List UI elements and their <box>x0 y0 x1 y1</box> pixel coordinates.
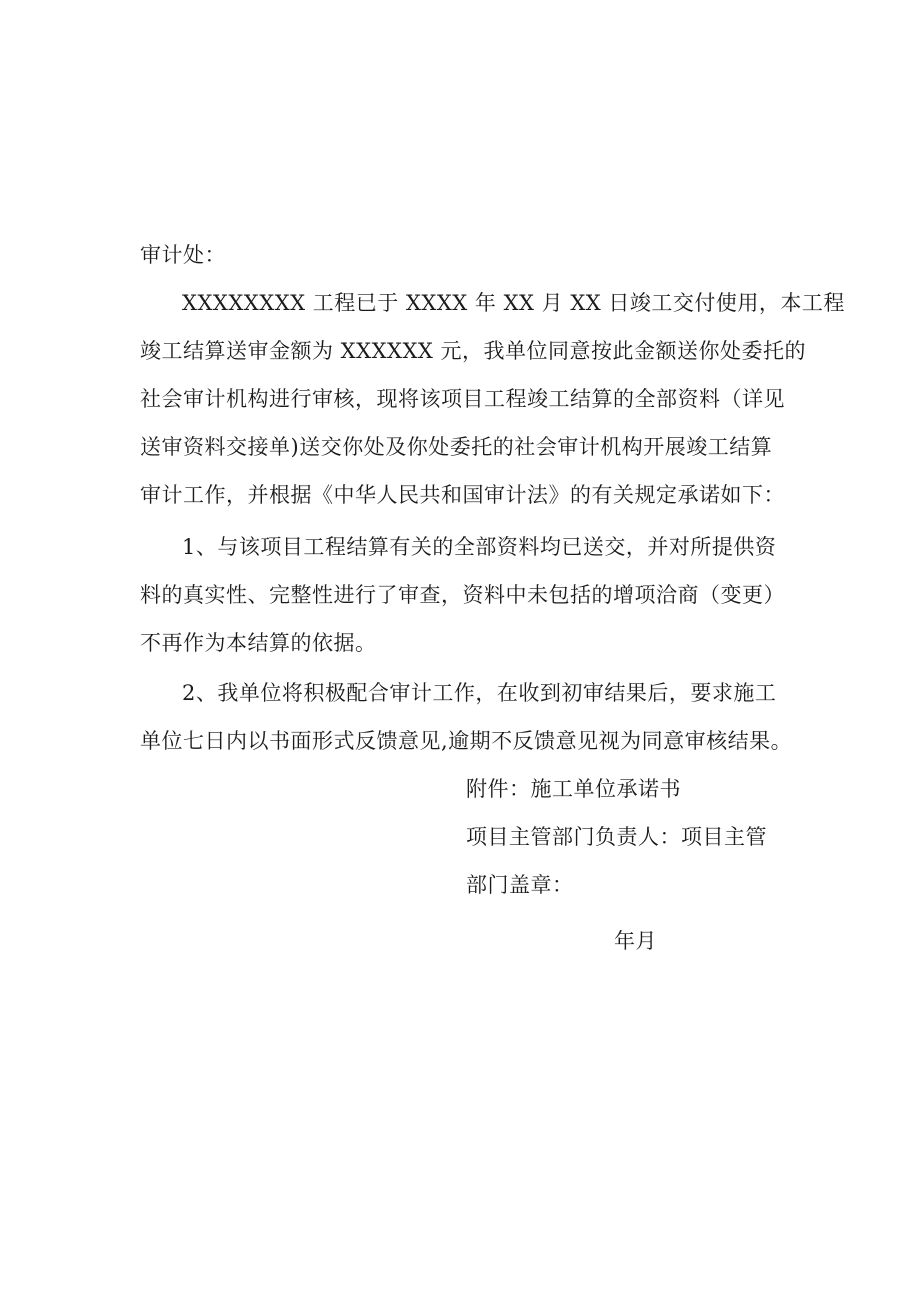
body-line: 社会审计机构进行审核，现将该项目工程竣工结算的全部资料（详见 <box>140 387 785 411</box>
commitment-item-1-line: 不再作为本结算的依据。 <box>140 631 377 655</box>
body-line: 竣工结算送审金额为 XXXXXX 元，我单位同意按此金额送你处委托的 <box>140 339 807 363</box>
body-line: 送审资料交接单)送交你处及你处委托的社会审计机构开展竣工结算 <box>140 435 773 459</box>
body-line: 审计工作，并根据《中华人民共和国审计法》的有关规定承诺如下： <box>140 483 785 507</box>
seal-line: 部门盖章： <box>466 873 574 897</box>
commitment-item-1-line: 1、与该项目工程结算有关的全部资料均已送交，并对所提供资 <box>182 535 777 559</box>
body-line: XXXXXXXX 工程已于 XXXX 年 XX 月 XX 日竣工交付使用，本工程 <box>182 291 845 315</box>
commitment-item-2-line: 2、我单位将积极配合审计工作，在收到初审结果后，要求施工 <box>182 681 777 705</box>
date-line: 年月 <box>614 929 657 953</box>
commitment-item-1-line: 料的真实性、完整性进行了审查，资料中未包括的增项洽商（变更） <box>140 583 785 607</box>
commitment-item-2-line: 单位七日内以书面形式反馈意见,逾期不反馈意见视为同意审核结果。 <box>140 729 793 753</box>
attachment-note: 附件：施工单位承诺书 <box>466 777 681 801</box>
addressee: 审计处： <box>140 243 226 267</box>
signature-line: 项目主管部门负责人：项目主管 <box>466 825 767 849</box>
